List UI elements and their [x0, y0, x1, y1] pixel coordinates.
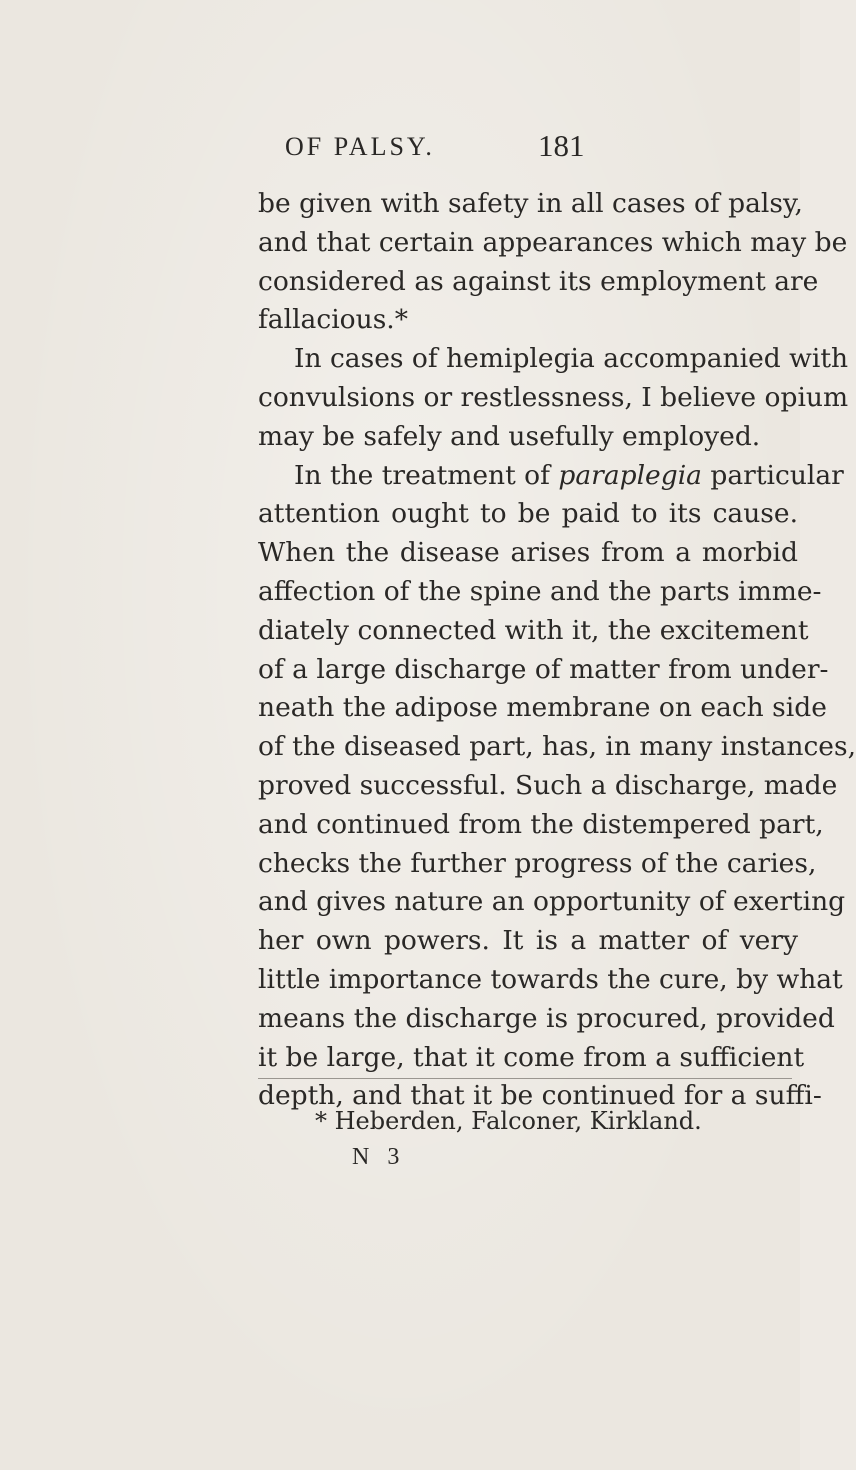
text-line: means the discharge is procured, provided — [258, 1002, 835, 1034]
footnote: * Heberden, Falconer, Kirkland. — [315, 1107, 702, 1135]
text-fragment: In the treatment of — [294, 459, 550, 491]
italic-term: paraplegia — [558, 459, 702, 491]
text-line: diately connected with it, the excitement — [258, 614, 809, 646]
page-number: 181 — [538, 128, 585, 163]
text-line: little importance towards the cure, by what — [258, 963, 843, 995]
text-line: of a large discharge of matter from under- — [258, 653, 829, 685]
running-head — [0, 128, 800, 172]
text-line: fallacious.* — [258, 304, 408, 336]
text-line: her own powers. It is a matter of very — [258, 925, 798, 957]
running-title: OF PALSY. — [285, 132, 435, 161]
text-line: When the disease arises from a morbid — [258, 537, 798, 569]
text-fragment: particular — [710, 459, 844, 491]
text-line: and continued from the distempered part, — [258, 808, 824, 840]
body-text — [258, 185, 856, 1116]
text-line: it be large, that it come from a sufficient — [258, 1041, 805, 1073]
text-line: considered as against its employment are — [258, 265, 819, 297]
text-line: may be safely and usefully employed. — [258, 420, 761, 452]
footnote-rule — [258, 1078, 792, 1079]
text-line: attention ought to be paid to its cause. — [258, 498, 798, 530]
text-line: be given with safety in all cases of palsy, — [258, 188, 803, 219]
text-line: neath the adipose membrane on each side — [258, 692, 827, 724]
signature-mark: N 3 — [352, 1144, 406, 1170]
text-line: and gives nature an opportunity of exerting — [258, 886, 846, 918]
text-line: checks the further progress of the caries, — [258, 847, 817, 879]
text-line: depth, and that it be continued for a suffi- — [258, 1080, 822, 1112]
text-line: affection of the spine and the parts imme- — [258, 575, 822, 607]
paragraph-start-line: In cases of hemiplegia accompanied with — [294, 343, 849, 375]
paragraph-start-line — [294, 457, 844, 496]
text-line: proved successful. Such a discharge, made — [258, 769, 838, 801]
text-line: convulsions or restlessness, I believe opium — [258, 381, 849, 413]
text-line: of the diseased part, has, in many instances, — [258, 731, 856, 763]
text-line: and that certain appearances which may be — [258, 226, 848, 258]
